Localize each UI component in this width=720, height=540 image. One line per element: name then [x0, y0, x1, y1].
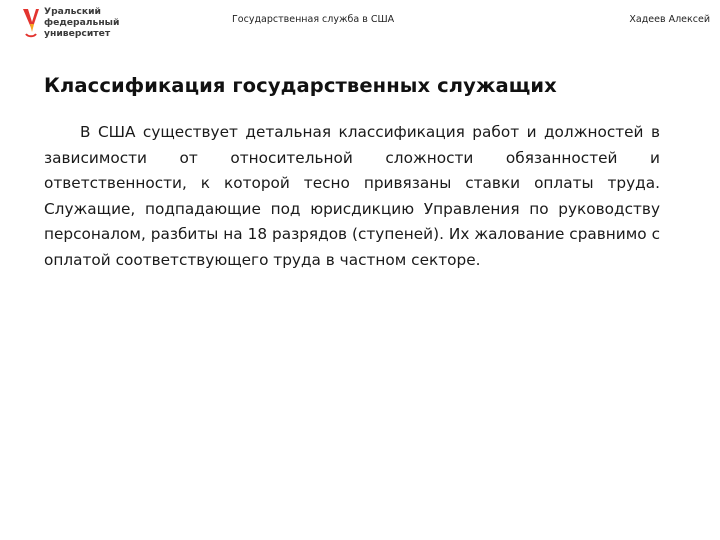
logo-line-1: Уральский — [44, 6, 101, 17]
slide-paragraph: В США существует детальная классификация работ и должностей в зависимости от относительной сложности обязанностей и ответственности, к которой тесно привязаны ставки оплаты труда. Служащие, подпадающие под юрисдикцию Управления по руководству персоналом, разбиты на 18 разрядов (ступеней). Их жалование сравнимо с оплатой соответствующего труда в частном секторе. — [44, 123, 660, 269]
logo-line-2: федеральный — [44, 17, 120, 28]
author-name: Хадеев Алексей — [629, 14, 710, 25]
logo-line-3: университет — [44, 28, 111, 39]
ural-university-emblem-icon — [22, 8, 40, 38]
course-title: Государственная служба в США — [232, 14, 395, 25]
university-logo — [22, 6, 132, 40]
logo-wordmark — [44, 6, 119, 39]
slide-title: Классификация государственных служащих — [44, 74, 557, 97]
